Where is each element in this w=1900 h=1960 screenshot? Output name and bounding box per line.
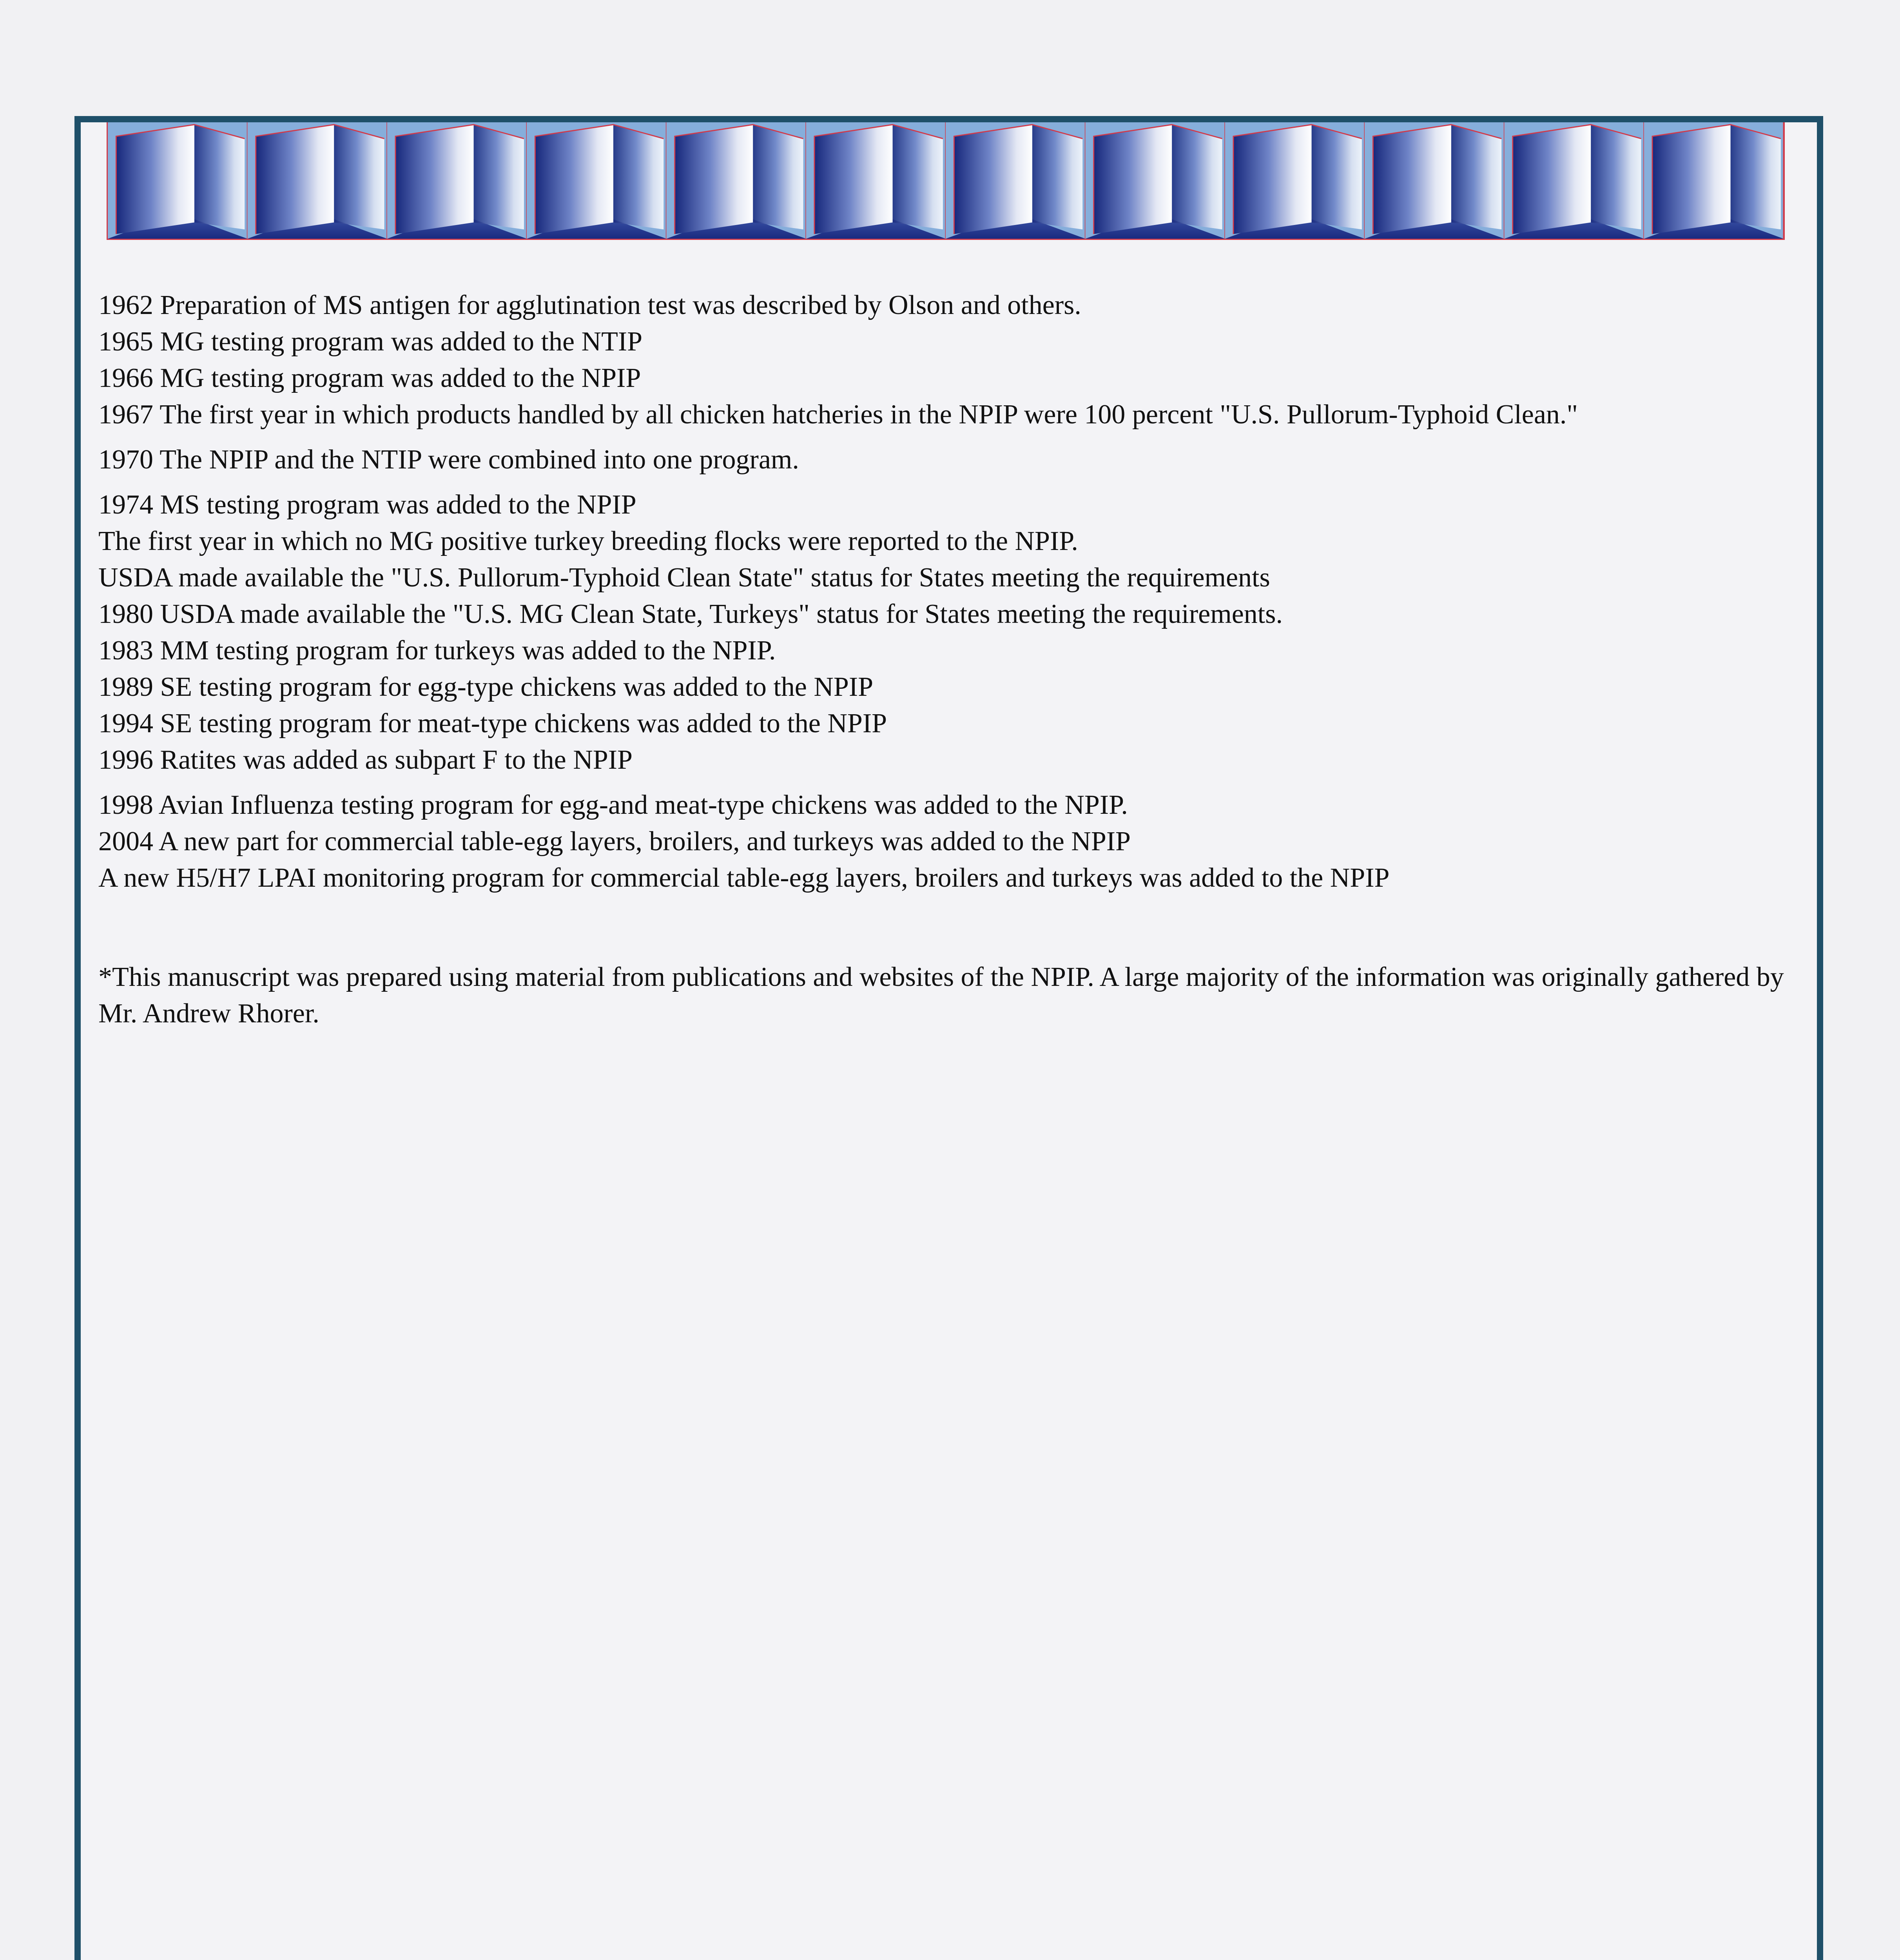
timeline-entry-1996: 1996 Ratites was added as subpart F to the NPIP [98,745,633,775]
banner-tile [247,122,387,239]
history-content [98,287,1815,1032]
timeline-entry-1967: 1967 The first year in which products handled by all chicken hatcheries in the NPIP were 100 percent "U.S. Pullorum-Typhoid Clean." [98,399,1578,430]
banner-tile [946,122,1085,239]
banner-tile [108,122,247,239]
timeline-entry-pt-clean-state: USDA made available the "U.S. Pullorum-Typhoid Clean State" status for States meeting the requirements [98,563,1270,593]
timeline-entry-1974: 1974 MS testing program was added to the NPIP [98,490,636,520]
timeline-entry-1966: 1966 MG testing program was added to the NPIP [98,363,641,393]
banner-tile [806,122,946,239]
timeline-entry-mg-free: The first year in which no MG positive turkey breeding flocks were reported to the NPIP. [98,526,1078,556]
timeline-entry-1980: 1980 USDA made available the "U.S. MG Clean State, Turkeys" status for States meeting the requirements. [98,599,1283,629]
banner-tile [527,122,666,239]
timeline-entry-1989: 1989 SE testing program for egg-type chickens was added to the NPIP [98,672,874,702]
page-frame [74,116,1823,1960]
timeline-entry-1998: 1998 Avian Influenza testing program for egg-and meat-type chickens was added to the NPIP. [98,790,1128,820]
timeline-entry-1994: 1994 SE testing program for meat-type chickens was added to the NPIP [98,708,887,739]
timeline-entry-1970: 1970 The NPIP and the NTIP were combined into one program. [98,445,799,475]
timeline-entry-1962: 1962 Preparation of MS antigen for agglutination test was described by Olson and others. [98,290,1081,320]
footnote: *This manuscript was prepared using material from publications and websites of the NPIP. A large majority of the information was originally gathered by Mr. Andrew Rhorer. [98,962,1784,1029]
banner-tile [1085,122,1225,239]
banner-tile [1365,122,1504,239]
banner-tile [1225,122,1365,239]
banner-tile [387,122,527,239]
banner-tile [1504,122,1644,239]
timeline-entry-1965: 1965 MG testing program was added to the NTIP [98,327,643,357]
banner-pattern [108,122,1784,239]
timeline-entry-lpai: A new H5/H7 LPAI monitoring program for commercial table-egg layers, broilers and turkeys was added to the NPIP [98,863,1390,893]
timeline-entry-1983: 1983 MM testing program for turkeys was added to the NPIP. [98,635,776,666]
decorative-banner [107,122,1785,240]
banner-tile [666,122,806,239]
timeline-entry-2004: 2004 A new part for commercial table-egg layers, broilers, and turkeys was added to the NPIP [98,826,1131,857]
banner-tile [1644,122,1784,239]
